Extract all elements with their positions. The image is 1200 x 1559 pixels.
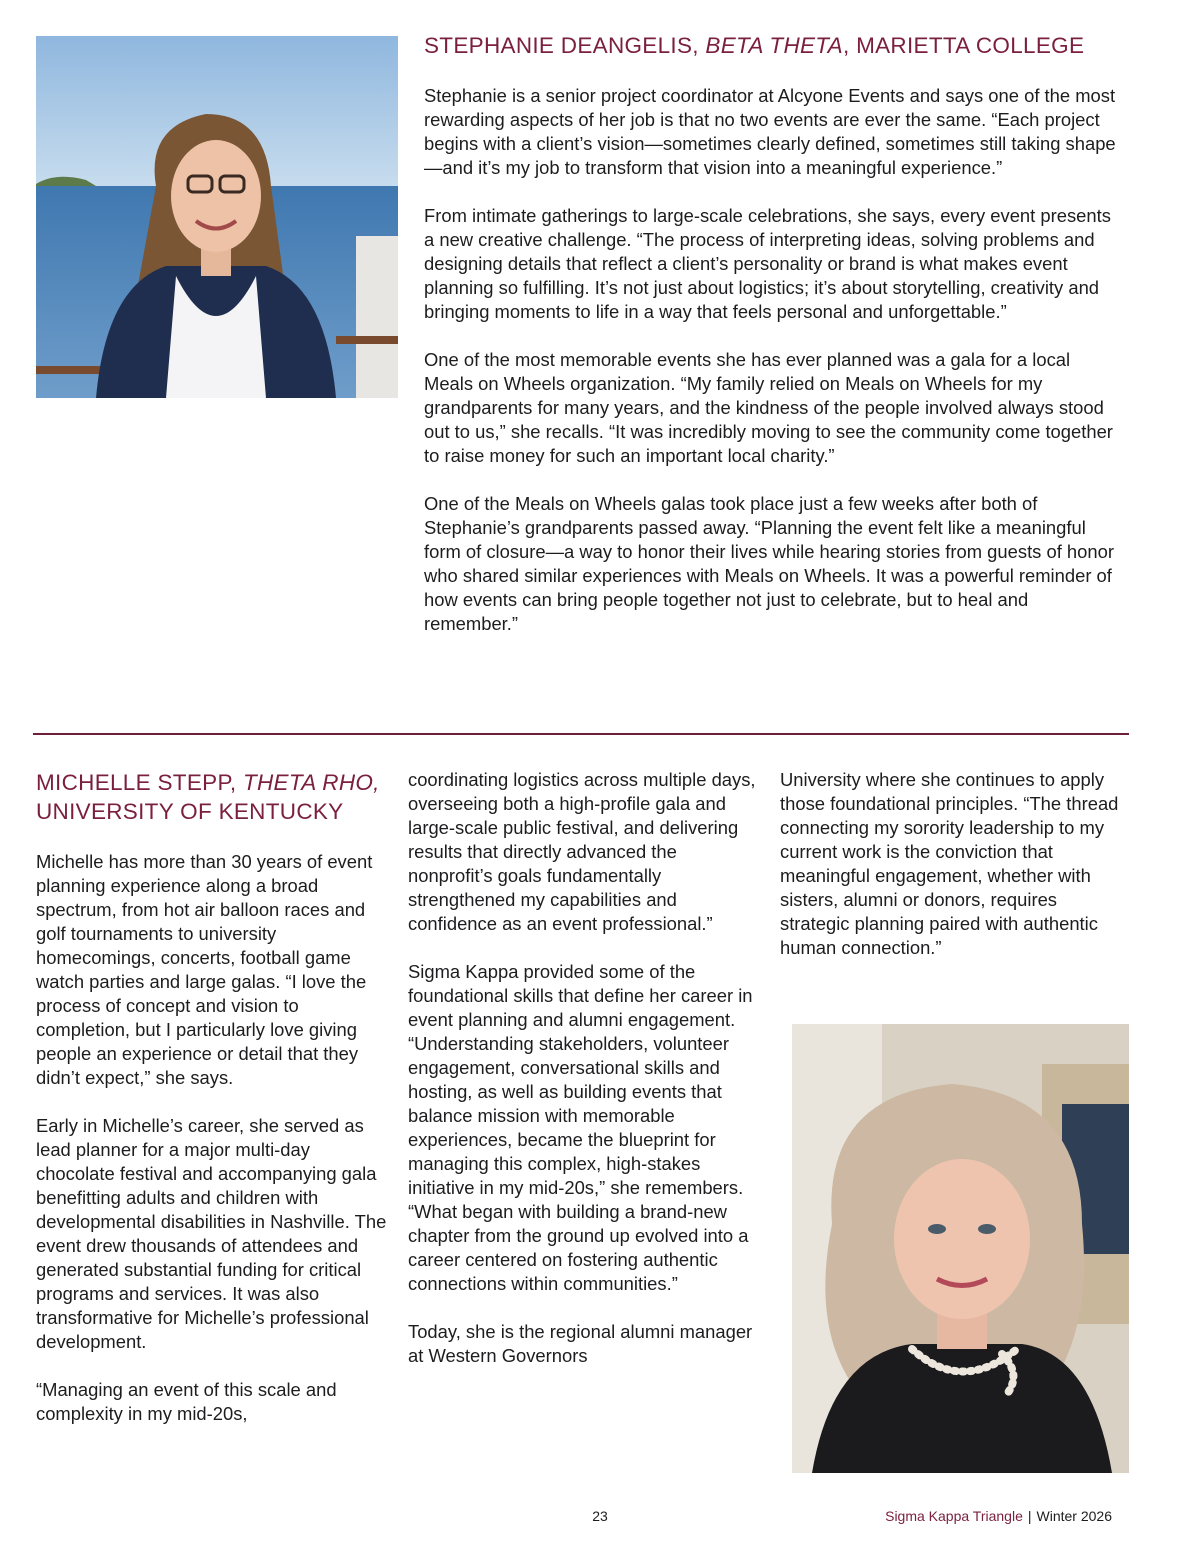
page-number: 23 <box>592 1508 608 1524</box>
michelle-name: MICHELLE STEPP, <box>36 770 243 795</box>
michelle-column-3 <box>780 768 1130 984</box>
michelle-paragraph: Sigma Kappa provided some of the foundational skills that define her career in event planning and alumni engagement. “Understanding stakeholders, volunteer engagement, conversational skills and hosting, as well as building events that balance mission with memorable experiences, became the blueprint for managing this complex, high-stakes initiative in my mid-20s,” she remembers. “What began with building a brand-new chapter from the ground up evolved into a career centered on fostering authentic connections within communities.” <box>408 961 753 1294</box>
michelle-paragraph: University where she continues to apply those foundational principles. “The thread connecting my sorority leadership to my current work is the conviction that meaningful engagement, whether with sisters, alumni or donors, requires strategic planning paired with authentic human connection.” <box>780 769 1119 958</box>
stephanie-name: STEPHANIE DEANGELIS, <box>424 33 706 58</box>
stephanie-paragraph: One of the Meals on Wheels galas took place just a few weeks after both of Stephanie’s grandparents passed away. “Planning the event felt like a meaningful form of closure—a way to honor their lives while hearing stories from guests of honor who shared similar experiences with Meals on Wheels. It was a powerful reminder of how events can bring people together not just to celebrate, but to heal and remember.” <box>424 493 1114 634</box>
publication-name: Sigma Kappa Triangle <box>885 1508 1023 1524</box>
stephanie-photo <box>36 36 398 398</box>
stephanie-chapter: BETA THETA <box>705 33 843 58</box>
section-divider <box>33 733 1129 735</box>
michelle-paragraph: coordinating logistics across multiple days, overseeing both a high-profile gala and large-scale public festival, and delivering results that directly advanced the nonprofit’s goals fundamentally strengthened my capabilities and confidence as an event professional.” <box>408 769 756 934</box>
stephanie-paragraph: Stephanie is a senior project coordinator at Alcyone Events and says one of the most rewarding aspects of her job is that no two events are ever the same. “Each project begins with a client’s vision—sometimes clearly defined, sometimes still taking shape—and it’s my job to transform that vision into a meaningful experience.” <box>424 85 1116 178</box>
michelle-paragraph: Michelle has more than 30 years of event planning experience along a broad spectrum, from hot air balloon races and golf tournaments to university homecomings, concerts, football game watch parties and large galas. “I love the process of concept and vision to completion, but I particularly love giving people an experience or detail that they didn’t expect,” she says. <box>36 851 373 1088</box>
stephanie-paragraph: From intimate gatherings to large-scale celebrations, she says, every event presents a new creative challenge. “The process of interpreting ideas, solving problems and designing details that reflect a client’s personality or brand is what makes event planning so fulfilling. It’s not just about logistics; it’s about storytelling, creativity and bringing moments to life in a way that feels personal and unforgettable.” <box>424 205 1111 322</box>
stephanie-heading <box>424 32 1124 60</box>
footer-publication <box>885 1508 1112 1524</box>
michelle-heading <box>36 768 392 826</box>
michelle-photo <box>792 1024 1129 1473</box>
michelle-paragraph: “Managing an event of this scale and complexity in my mid-20s, <box>36 1379 337 1424</box>
stephanie-school: , MARIETTA COLLEGE <box>842 33 1085 58</box>
stephanie-paragraph: One of the most memorable events she has ever planned was a gala for a local Meals on Wheels organization. “My family relied on Meals on Wheels for my grandparents for many years, and the kindness of the people involved always stood out to us,” she recalls. “It was incredibly moving to see the community come together to raise money for such an important local charity.” <box>424 349 1113 466</box>
michelle-paragraph: Today, she is the regional alumni manager at Western Governors <box>408 1321 753 1366</box>
issue-label: Winter 2026 <box>1036 1508 1112 1524</box>
stephanie-profile <box>424 32 1124 660</box>
michelle-chapter: THETA RHO, <box>242 770 380 795</box>
michelle-school: UNIVERSITY OF KENTUCKY <box>36 799 344 824</box>
michelle-column-2 <box>408 768 758 1392</box>
michelle-paragraph: Early in Michelle’s career, she served as lead planner for a major multi-day chocolate festival and accompanying gala benefitting adults and children with developmental disabilities in Nashville. The event drew thousands of attendees and generated substantial funding for critical programs and services. It was also transformative for Michelle’s professional development. <box>36 1115 387 1352</box>
footer-separator: | <box>1027 1508 1032 1524</box>
michelle-column-1 <box>36 768 392 1450</box>
